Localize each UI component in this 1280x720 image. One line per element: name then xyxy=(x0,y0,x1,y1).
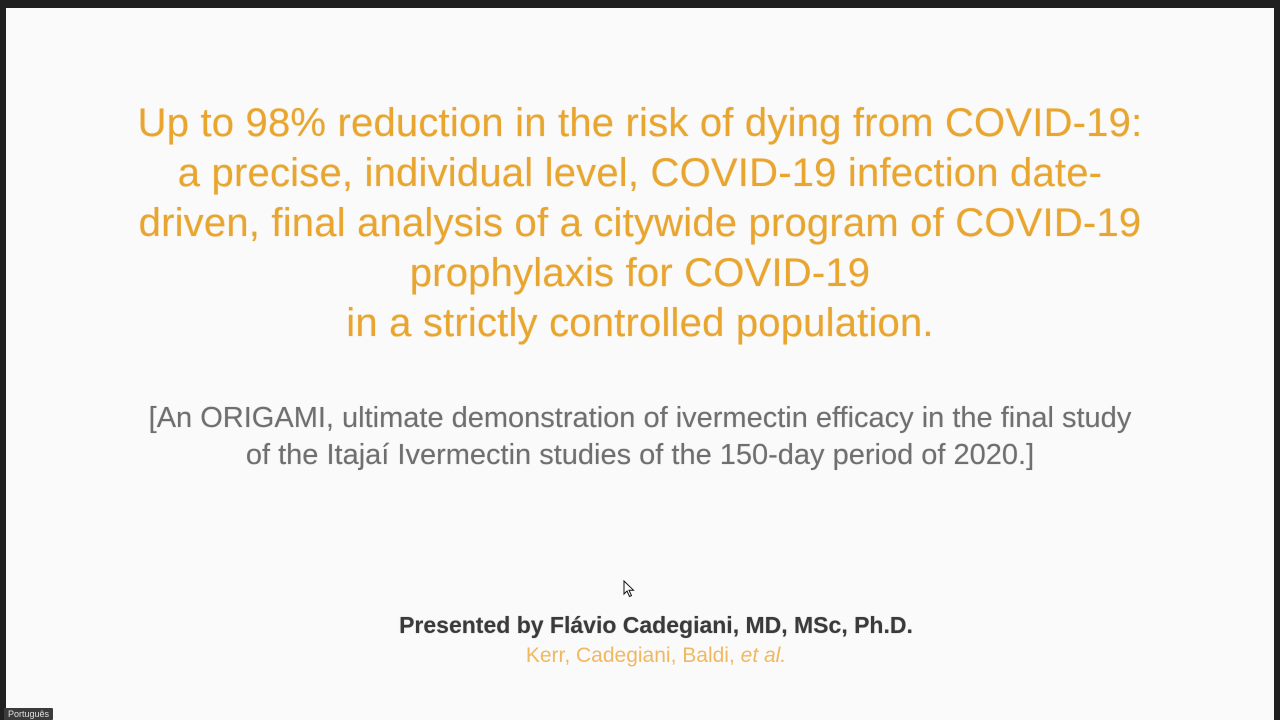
title-line: Up to 98% reduction in the risk of dying from COVID-19: xyxy=(137,101,1143,145)
presentation-slide xyxy=(6,8,1274,720)
slide-subtitle xyxy=(46,400,1234,474)
title-line: driven, final analysis of a citywide program of COVID-19 xyxy=(138,201,1142,245)
title-line: in a strictly controlled population. xyxy=(346,301,934,345)
subtitle-line: of the Itajaí Ivermectin studies of the 150-day period of 2020.] xyxy=(245,439,1035,471)
authors-et-al: et al. xyxy=(740,644,787,667)
title-line: a precise, individual level, COVID-19 infection date- xyxy=(177,151,1103,195)
subtitle-line: [An ORIGAMI, ultimate demonstration of ivermectin efficacy in the final study xyxy=(148,402,1132,434)
mouse-pointer-icon xyxy=(623,580,635,598)
presenter-credit: Presented by Flávio Cadegiani, MD, MSc, Ph.D. xyxy=(399,612,913,638)
title-line: prophylaxis for COVID-19 xyxy=(409,251,871,295)
authors-names: Kerr, Cadegiani, Baldi, xyxy=(525,644,735,667)
language-badge[interactable]: Português xyxy=(4,708,53,720)
authors-line xyxy=(206,643,1106,669)
slide-title xyxy=(36,98,1244,348)
